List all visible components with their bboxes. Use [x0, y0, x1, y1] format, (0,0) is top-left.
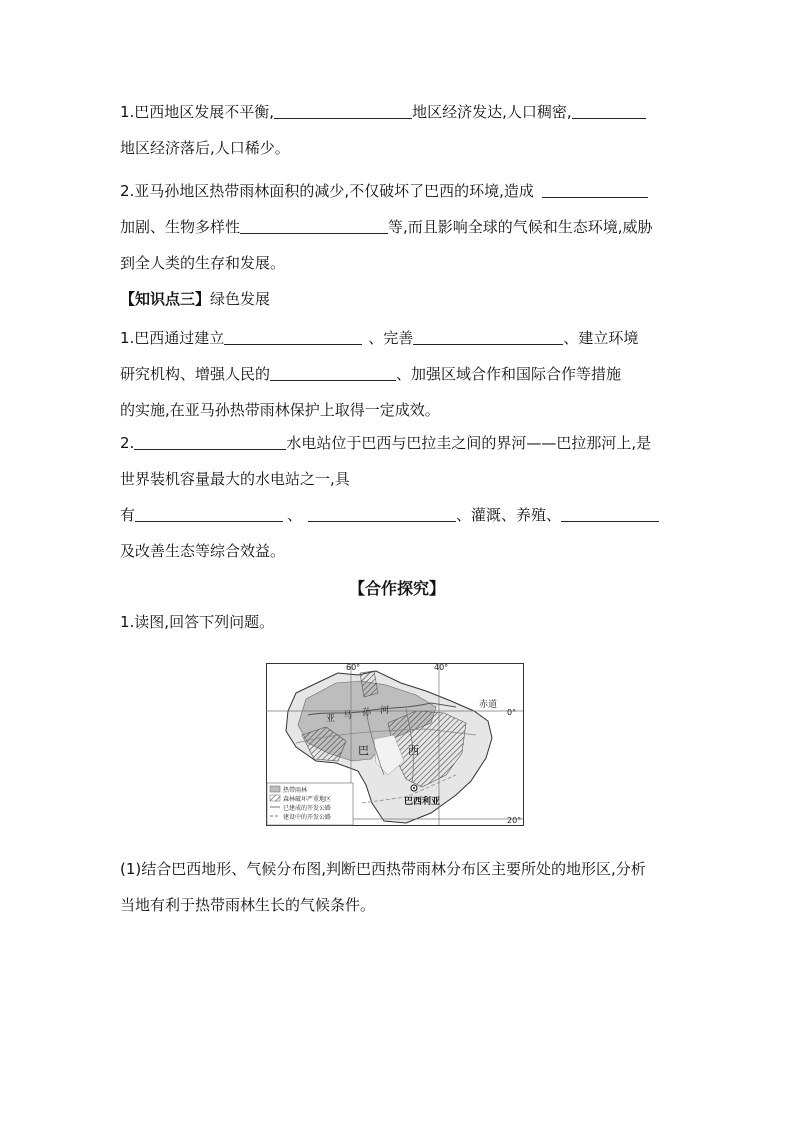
paragraph-hydropower	[120, 425, 676, 569]
country-label-char: 西	[408, 744, 419, 757]
kp3-title: 绿色发展	[210, 290, 271, 308]
paragraph-green-measures	[120, 320, 676, 428]
p1-text-c: 地区经济落后,人口稀少。	[120, 139, 290, 157]
p1-text-a: 1.巴西地区发展不平衡,	[120, 103, 275, 121]
answer-blank[interactable]	[572, 102, 646, 119]
equator-label: 赤道	[479, 700, 498, 710]
kp3-p2-e: 、	[287, 506, 303, 524]
answer-blank[interactable]	[135, 505, 283, 522]
capital-label: 巴西利亚	[404, 797, 441, 807]
answer-blank[interactable]	[134, 433, 286, 450]
paragraph-rainforest-loss	[120, 173, 676, 281]
p2-text-b: 加剧、生物多样性	[120, 218, 241, 236]
answer-blank[interactable]	[240, 217, 388, 234]
question-1-sub1	[120, 851, 676, 923]
answer-blank[interactable]	[413, 328, 563, 345]
legend-label: 建设中的开发公路	[283, 814, 332, 821]
answer-blank[interactable]	[308, 505, 456, 522]
paragraph-development-imbalance	[120, 94, 676, 166]
kp3-p1-c: 、建立环境	[563, 329, 639, 347]
kp3-label: 【知识点三】	[120, 290, 211, 308]
p1-text-b: 地区经济发达,人口稠密,	[412, 103, 572, 121]
answer-blank[interactable]	[274, 102, 412, 119]
country-label-char: 巴	[358, 744, 369, 757]
legend-swatch-deforestation	[270, 795, 280, 801]
capital-marker-dot	[413, 787, 415, 789]
kp3-p2-a: 2.	[120, 434, 135, 452]
kp3-p1-a: 1.巴西通过建立	[120, 329, 225, 347]
section-heading-kp3	[120, 287, 270, 311]
section-heading-cooperative: 【合作探究】	[348, 579, 445, 598]
kp3-p1-b: 、完善	[368, 329, 414, 347]
legend-label: 热带雨林	[283, 787, 308, 794]
lat20-label: 20°	[507, 816, 522, 825]
river-label-char: 亚	[326, 714, 336, 724]
legend-swatch-rainforest	[270, 786, 280, 792]
brazil-map-figure	[266, 663, 530, 827]
p2-text-d: 到全人类的生存和发展。	[120, 254, 286, 272]
sub1-line-b: 当地有利于热带雨林生长的气候条件。	[120, 896, 376, 914]
kp3-p2-f: 、灌溉、养殖、	[456, 506, 562, 524]
kp3-p2-d: 有	[120, 506, 136, 524]
kp3-p2-g: 及改善生态等综合效益。	[120, 542, 286, 560]
river-label-char: 孙	[362, 708, 372, 718]
legend-label: 森林破坏严重地区	[283, 796, 332, 803]
map-legend	[267, 783, 353, 825]
kp3-p2-c: 世界装机容量最大的水电站之一,具	[120, 470, 350, 488]
river-label-char: 马	[343, 711, 353, 721]
legend-label: 已建成的开发公路	[283, 805, 332, 812]
answer-blank[interactable]	[542, 181, 648, 198]
kp3-p2-b: 水电站位于巴西与巴拉圭之间的界河——巴拉那河上,是	[286, 434, 652, 452]
kp3-p1-f: 的实施,在亚马孙热带雨林保护上取得一定成效。	[120, 401, 440, 419]
answer-blank[interactable]	[561, 505, 659, 522]
lon60-label: 60°	[346, 663, 361, 672]
answer-blank[interactable]	[270, 364, 396, 381]
question-1-prompt: 1.读图,回答下列问题。	[120, 613, 275, 631]
lon40-label: 40°	[434, 663, 449, 672]
lat0-label: 0°	[507, 708, 517, 717]
p2-text-a: 2.亚马孙地区热带雨林面积的减少,不仅破坏了巴西的环境,造成	[120, 182, 534, 200]
sub1-line-a: (1)结合巴西地形、气候分布图,判断巴西热带雨林分布区主要所处的地形区,分析	[120, 860, 646, 878]
kp3-p1-d: 研究机构、增强人民的	[120, 365, 271, 383]
kp3-p1-e: 、加强区域合作和国际合作等措施	[396, 365, 622, 383]
river-label-char: 河	[380, 706, 390, 716]
p2-text-c: 等,而且影响全球的气候和生态环境,威胁	[388, 218, 653, 236]
answer-blank[interactable]	[224, 328, 362, 345]
